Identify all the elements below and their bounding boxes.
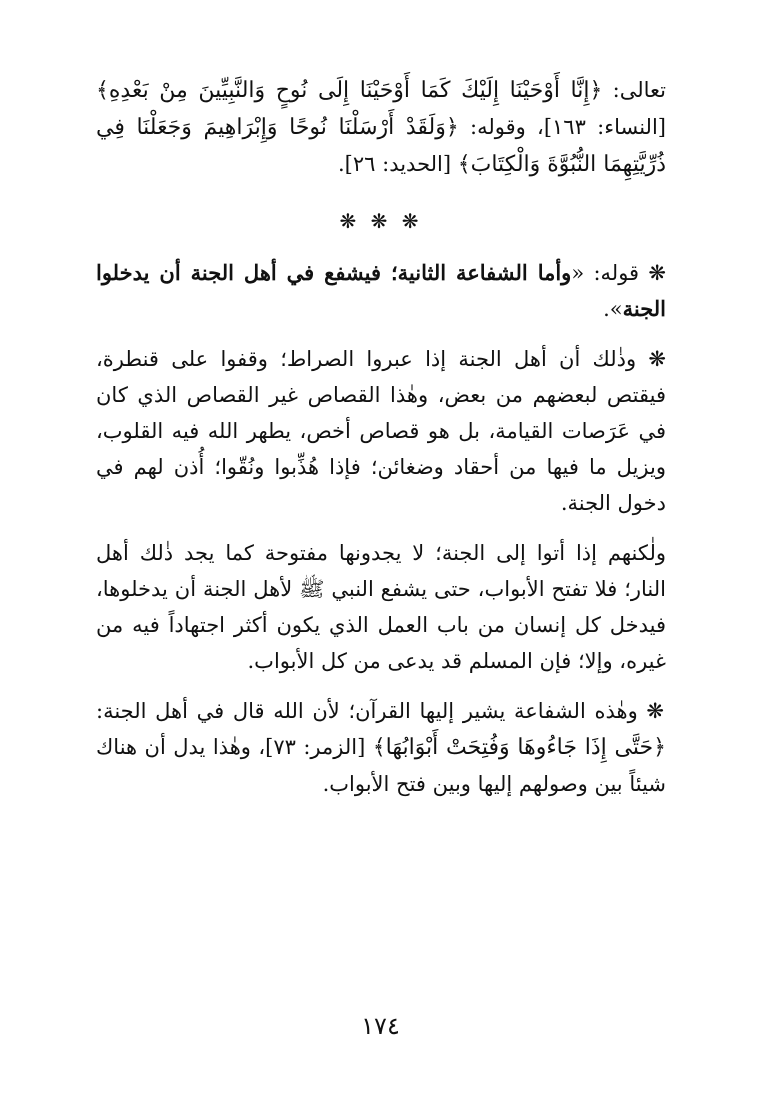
quran-verse-nisa: ﴿إِنَّا أَوْحَيْنَا إِلَيْكَ كَمَا أَوْحَيْنَا إِلَى نُوحٍ وَالنَّبِيِّينَ مِنْ بَعْدِهِ﴾	[96, 78, 603, 103]
page-body	[96, 72, 666, 802]
section-separator: ❋ ❋ ❋	[339, 209, 423, 233]
paragraph-quote	[96, 255, 666, 327]
quote-bold-text: وأما الشفاعة الثانية؛ فيشفع في أهل الجنة أن يدخلوا الجنة	[96, 260, 666, 321]
quote-lead: ❋ قوله: «	[571, 261, 666, 285]
paragraph-quran-reference	[96, 693, 666, 802]
zumar-text-after: [الزمر: ٧٣]، وهٰذا يدل أن هناك شيئاً بين وصولهم إليها وبين فتح الأبواب.	[96, 735, 666, 796]
intro-text: تعالى:	[602, 78, 667, 102]
zumar-text-before: ❋ وهٰذه الشفاعة يشير إليها القرآن؛ لأن الله قال في أهل الجنة:	[96, 699, 664, 723]
quran-verse-zumar: ﴿حَتَّى إِذَا جَاءُوهَا وَفُتِحَتْ أَبْوَابُهَا﴾	[372, 735, 666, 760]
verse-reference-hadid: [الحديد: ٢٦].	[338, 152, 452, 176]
paragraph-gates: ولٰكنهم إذا أتوا إلى الجنة؛ لا يجدونها مفتوحة كما يجد ذٰلك أهل النار؛ فلا تفتح الأبواب، حتى يشفع النبي ﷺ لأهل الجنة أن يدخلوها، فيدخل كل إنسان من باب العمل الذي يكون أكثر اجتهاداً فيه من غيره، وإلا؛ فإن المسلم قد يدعى من كل الأبواب.	[96, 541, 666, 673]
verse-reference-nisa: [النساء: ١٦٣]، وقوله:	[458, 115, 666, 139]
page-number: ١٧٤	[361, 1012, 400, 1040]
quran-verse-hadid: ﴿وَلَقَدْ أَرْسَلْنَا نُوحًا وَإِبْرَاهِيمَ وَجَعَلْنَا فِي ذُرِّيَّتِهِمَا النُّبُوَّةَ وَالْكِتَابَ﴾	[96, 115, 666, 177]
paragraph-verses	[96, 72, 666, 183]
paragraph-bridge: ❋ وذٰلك أن أهل الجنة إذا عبروا الصراط؛ وقفوا على قنطرة، فيقتص لبعضهم من بعض، وهٰذا القصاص غير القصاص الذي كان في عَرَصات القيامة، بل هو قصاص أخص، يطهر الله فيه القلوب، ويزيل ما فيها من أحقاد وضغائن؛ فإذا هُذِّبوا ونُقّوا؛ أُذن لهم في دخول الجنة.	[96, 347, 666, 515]
quote-end: ».	[603, 297, 623, 321]
